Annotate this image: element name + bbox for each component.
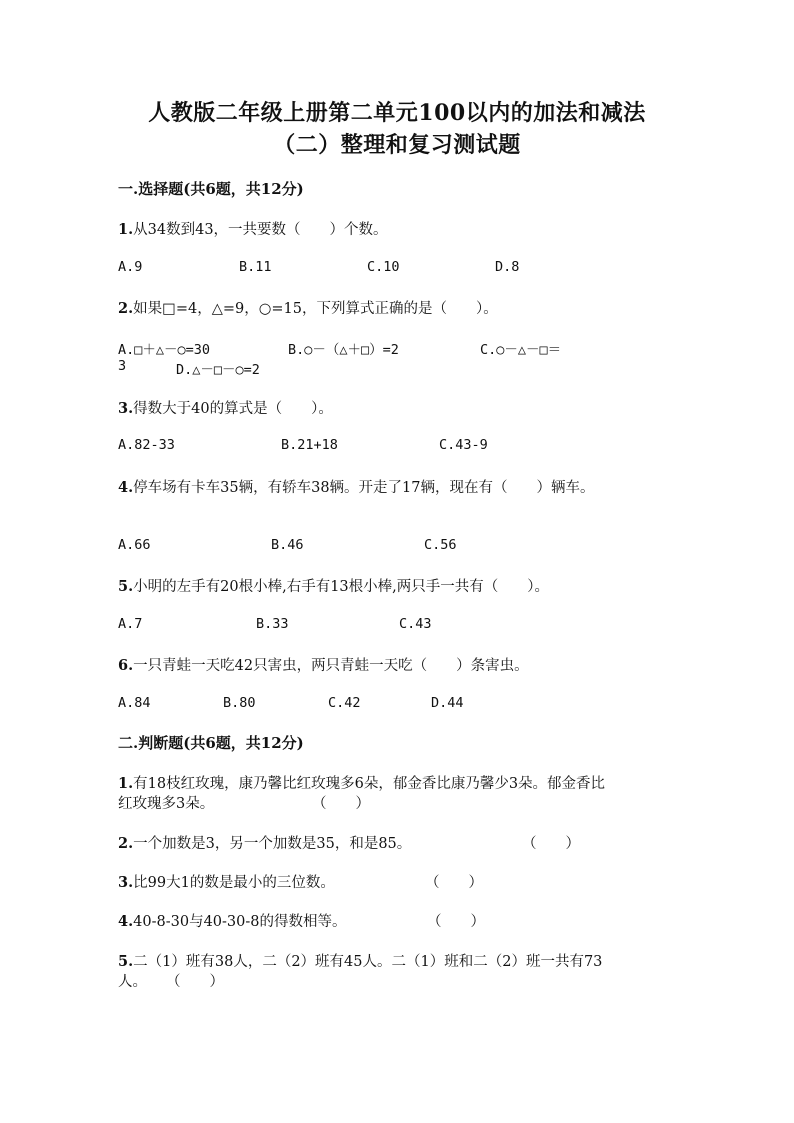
option-c: C.10 (367, 259, 400, 275)
option-c: C.42 (328, 695, 361, 711)
question-number: 2. (118, 835, 134, 852)
document-title-line-2: （二）整理和复习测试题 (273, 132, 521, 158)
option-c: C.○－△－□＝ (480, 342, 562, 358)
question-number: 6. (118, 657, 134, 674)
question-3 (118, 397, 333, 418)
question-text: 二（1）班有38人，二（2）班有45人。二（1）班和二（2）班一共有73 (133, 954, 603, 970)
question-number: 1. (118, 221, 134, 238)
judgement-1 (118, 772, 605, 793)
question-text: 一只青蛙一天吃42只害虫，两只青蛙一天吃（ ）条害虫。 (133, 658, 529, 674)
option-d: D.8 (495, 259, 520, 275)
question-text: 40-8-30与40-30-8的得数相等。 (133, 914, 347, 930)
judgement-1-continued: 红玫瑰多3朵。 (118, 796, 215, 812)
question-4 (118, 476, 595, 497)
option-c-continued: 3 (118, 358, 127, 374)
answer-parentheses: （ ） (425, 875, 483, 891)
question-number: 3. (118, 400, 134, 417)
option-a: A.□＋△－○=30 (118, 342, 211, 358)
question-text: 一个加数是3，另一个加数是35，和是85。 (133, 836, 412, 852)
question-text: 有18枝红玫瑰，康乃馨比红玫瑰多6朵，郁金香比康乃馨少3朵。郁金香比 (133, 776, 606, 792)
question-number: 3. (118, 874, 134, 891)
question-number: 4. (118, 913, 134, 930)
option-a: A.9 (118, 259, 143, 275)
option-c: C.56 (424, 537, 457, 553)
question-number: 4. (118, 479, 134, 496)
question-6 (118, 654, 529, 675)
question-5 (118, 575, 549, 596)
section-heading-choice: 一.选择题(共6题，共12分) (118, 180, 304, 198)
question-text: 得数大于40的算式是（ ）。 (133, 401, 333, 417)
judgement-2 (118, 832, 411, 853)
question-1 (118, 218, 388, 239)
question-text: 从34数到43，一共要数（ ）个数。 (133, 222, 388, 238)
section-heading-judgement: 二.判断题(共6题，共12分) (118, 734, 304, 752)
question-text: 如果□=4，△=9，○=15，下列算式正确的是（ ）。 (133, 301, 498, 317)
question-number: 1. (118, 775, 134, 792)
document-title-line-1: 人教版二年级上册第二单元100以内的加法和减法 (148, 100, 646, 126)
question-number: 5. (118, 578, 134, 595)
answer-parentheses: （ ） (312, 796, 370, 812)
option-c: C.43-9 (439, 437, 488, 453)
question-2 (118, 297, 498, 318)
question-text: 小明的左手有20根小棒,右手有13根小棒,两只手一共有（ ）。 (133, 579, 550, 595)
answer-parentheses: （ ） (166, 974, 224, 990)
question-number: 2. (118, 300, 134, 317)
option-a: A.7 (118, 616, 143, 632)
answer-parentheses: （ ） (522, 836, 580, 852)
judgement-4 (118, 910, 347, 931)
option-b: B.46 (271, 537, 304, 553)
option-b: B.80 (223, 695, 256, 711)
option-b: B.11 (239, 259, 272, 275)
option-a: A.82-33 (118, 437, 175, 453)
option-d: D.44 (431, 695, 464, 711)
option-b: B.○－（△＋□）=2 (288, 342, 399, 358)
answer-parentheses: （ ） (427, 914, 485, 930)
judgement-5 (118, 950, 602, 971)
option-b: B.33 (256, 616, 289, 632)
option-d: D.△－□－○=2 (176, 362, 260, 378)
question-text: 比99大1的数是最小的三位数。 (133, 875, 335, 891)
question-text: 停车场有卡车35辆，有轿车38辆。开走了17辆，现在有（ ）辆车。 (133, 480, 595, 496)
option-a: A.84 (118, 695, 151, 711)
option-a: A.66 (118, 537, 151, 553)
question-number: 5. (118, 953, 134, 970)
option-c: C.43 (399, 616, 432, 632)
judgement-3 (118, 871, 335, 892)
judgement-5-continued: 人。 (118, 974, 147, 990)
option-b: B.21+18 (281, 437, 338, 453)
